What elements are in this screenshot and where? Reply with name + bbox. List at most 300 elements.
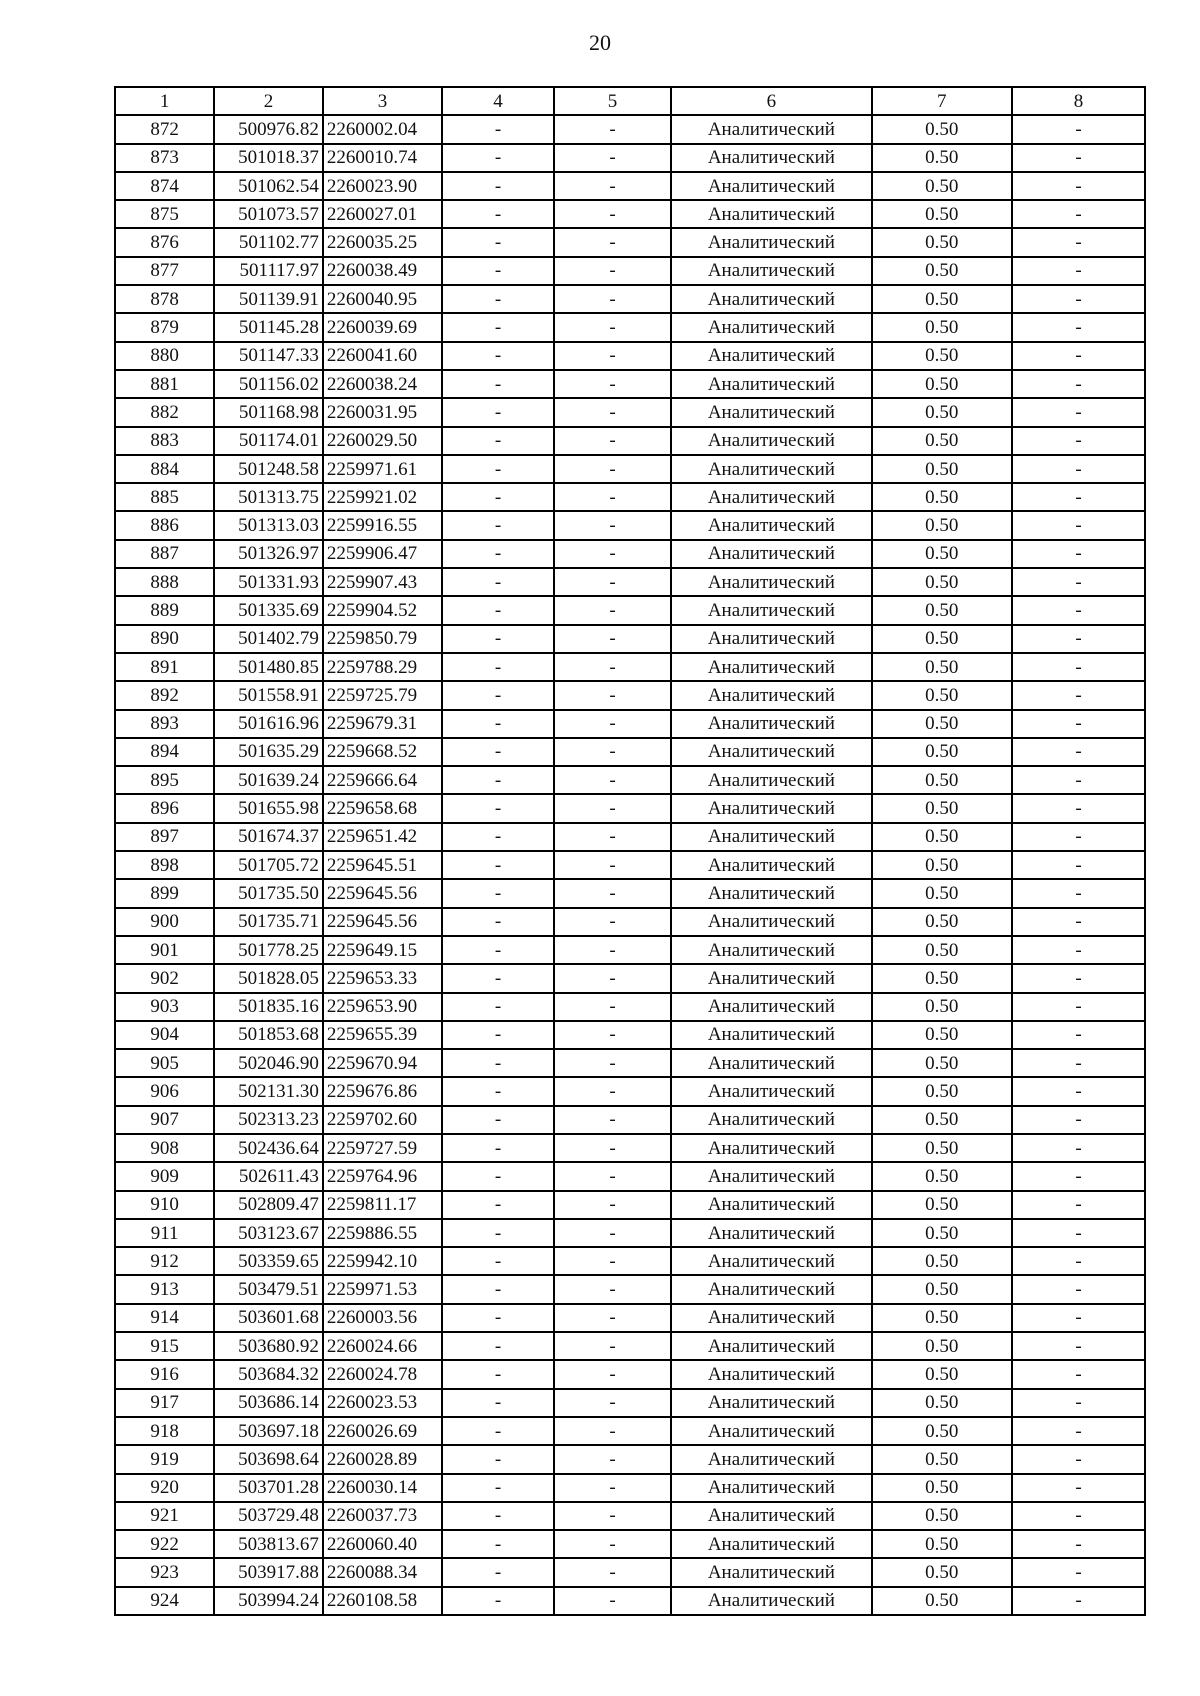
col4-cell: - [442, 908, 554, 936]
col5-cell: - [554, 313, 671, 341]
y-coordinate-cell: 2259655.39 [323, 1021, 442, 1049]
col8-cell: - [1012, 794, 1145, 822]
col8-cell: - [1012, 1162, 1145, 1190]
col8-cell: - [1012, 1049, 1145, 1077]
accuracy-cell: 0.50 [872, 1049, 1012, 1077]
method-cell: Аналитический [671, 908, 872, 936]
table-row [115, 1134, 1145, 1162]
table-row [115, 1445, 1145, 1473]
col5-cell: - [554, 427, 671, 455]
col4-cell: - [442, 1219, 554, 1247]
table-row [115, 794, 1145, 822]
x-coordinate-cell: 501313.03 [214, 511, 323, 539]
table-row [115, 511, 1145, 539]
col8-cell: - [1012, 681, 1145, 709]
point-number-cell: 898 [115, 851, 214, 879]
x-coordinate-cell: 503479.51 [214, 1275, 323, 1303]
table-row [115, 1530, 1145, 1558]
col8-cell: - [1012, 1077, 1145, 1105]
table-row [115, 936, 1145, 964]
x-coordinate-cell: 501145.28 [214, 313, 323, 341]
x-coordinate-cell: 503729.48 [214, 1502, 323, 1530]
column-header: 8 [1012, 87, 1145, 115]
col5-cell: - [554, 993, 671, 1021]
col4-cell: - [442, 766, 554, 794]
point-number-cell: 893 [115, 710, 214, 738]
table-row [115, 370, 1145, 398]
accuracy-cell: 0.50 [872, 908, 1012, 936]
y-coordinate-cell: 2259645.56 [323, 908, 442, 936]
col5-cell: - [554, 455, 671, 483]
table-row [115, 1021, 1145, 1049]
col5-cell: - [554, 1247, 671, 1275]
method-cell: Аналитический [671, 1417, 872, 1445]
col8-cell: - [1012, 1530, 1145, 1558]
col8-cell: - [1012, 1191, 1145, 1219]
col8-cell: - [1012, 851, 1145, 879]
y-coordinate-cell: 2259651.42 [323, 823, 442, 851]
accuracy-cell: 0.50 [872, 1275, 1012, 1303]
accuracy-cell: 0.50 [872, 342, 1012, 370]
col4-cell: - [442, 1304, 554, 1332]
method-cell: Аналитический [671, 964, 872, 992]
table-row [115, 144, 1145, 172]
accuracy-cell: 0.50 [872, 1445, 1012, 1473]
x-coordinate-cell: 501168.98 [214, 398, 323, 426]
point-number-cell: 924 [115, 1587, 214, 1615]
y-coordinate-cell: 2260108.58 [323, 1587, 442, 1615]
x-coordinate-cell: 501835.16 [214, 993, 323, 1021]
accuracy-cell: 0.50 [872, 1304, 1012, 1332]
method-cell: Аналитический [671, 1474, 872, 1502]
y-coordinate-cell: 2260035.25 [323, 228, 442, 256]
col8-cell: - [1012, 710, 1145, 738]
method-cell: Аналитический [671, 1502, 872, 1530]
point-number-cell: 890 [115, 625, 214, 653]
x-coordinate-cell: 501828.05 [214, 964, 323, 992]
col5-cell: - [554, 1049, 671, 1077]
table-row [115, 823, 1145, 851]
table-row [115, 1275, 1145, 1303]
table-row [115, 766, 1145, 794]
col8-cell: - [1012, 427, 1145, 455]
table-row [115, 1587, 1145, 1615]
method-cell: Аналитический [671, 1445, 872, 1473]
col8-cell: - [1012, 285, 1145, 313]
method-cell: Аналитический [671, 144, 872, 172]
column-header: 2 [214, 87, 323, 115]
x-coordinate-cell: 501335.69 [214, 596, 323, 624]
table-body [115, 115, 1145, 1615]
col4-cell: - [442, 936, 554, 964]
col8-cell: - [1012, 200, 1145, 228]
col5-cell: - [554, 794, 671, 822]
point-number-cell: 911 [115, 1219, 214, 1247]
point-number-cell: 889 [115, 596, 214, 624]
col8-cell: - [1012, 455, 1145, 483]
point-number-cell: 923 [115, 1558, 214, 1586]
y-coordinate-cell: 2260010.74 [323, 144, 442, 172]
point-number-cell: 897 [115, 823, 214, 851]
col5-cell: - [554, 1077, 671, 1105]
point-number-cell: 885 [115, 483, 214, 511]
x-coordinate-cell: 501102.77 [214, 228, 323, 256]
col4-cell: - [442, 1389, 554, 1417]
x-coordinate-cell: 502313.23 [214, 1106, 323, 1134]
point-number-cell: 882 [115, 398, 214, 426]
point-number-cell: 907 [115, 1106, 214, 1134]
accuracy-cell: 0.50 [872, 257, 1012, 285]
col4-cell: - [442, 1474, 554, 1502]
col5-cell: - [554, 1191, 671, 1219]
method-cell: Аналитический [671, 681, 872, 709]
x-coordinate-cell: 501073.57 [214, 200, 323, 228]
table-row [115, 681, 1145, 709]
point-number-cell: 872 [115, 115, 214, 143]
accuracy-cell: 0.50 [872, 851, 1012, 879]
method-cell: Аналитический [671, 540, 872, 568]
col5-cell: - [554, 1106, 671, 1134]
x-coordinate-cell: 503680.92 [214, 1332, 323, 1360]
col5-cell: - [554, 1530, 671, 1558]
x-coordinate-cell: 501655.98 [214, 794, 323, 822]
x-coordinate-cell: 501402.79 [214, 625, 323, 653]
accuracy-cell: 0.50 [872, 964, 1012, 992]
x-coordinate-cell: 501062.54 [214, 172, 323, 200]
accuracy-cell: 0.50 [872, 172, 1012, 200]
accuracy-cell: 0.50 [872, 710, 1012, 738]
accuracy-cell: 0.50 [872, 200, 1012, 228]
y-coordinate-cell: 2260027.01 [323, 200, 442, 228]
table-row [115, 1049, 1145, 1077]
y-coordinate-cell: 2259727.59 [323, 1134, 442, 1162]
col8-cell: - [1012, 1219, 1145, 1247]
col5-cell: - [554, 681, 671, 709]
y-coordinate-cell: 2259725.79 [323, 681, 442, 709]
col8-cell: - [1012, 115, 1145, 143]
column-header: 4 [442, 87, 554, 115]
y-coordinate-cell: 2259971.61 [323, 455, 442, 483]
y-coordinate-cell: 2260002.04 [323, 115, 442, 143]
accuracy-cell: 0.50 [872, 285, 1012, 313]
point-number-cell: 900 [115, 908, 214, 936]
col4-cell: - [442, 625, 554, 653]
method-cell: Аналитический [671, 766, 872, 794]
col5-cell: - [554, 1445, 671, 1473]
col4-cell: - [442, 1247, 554, 1275]
col8-cell: - [1012, 823, 1145, 851]
x-coordinate-cell: 501705.72 [214, 851, 323, 879]
x-coordinate-cell: 502809.47 [214, 1191, 323, 1219]
x-coordinate-cell: 502436.64 [214, 1134, 323, 1162]
accuracy-cell: 0.50 [872, 1162, 1012, 1190]
col8-cell: - [1012, 172, 1145, 200]
x-coordinate-cell: 503813.67 [214, 1530, 323, 1558]
y-coordinate-cell: 2259702.60 [323, 1106, 442, 1134]
col8-cell: - [1012, 1445, 1145, 1473]
method-cell: Аналитический [671, 1162, 872, 1190]
accuracy-cell: 0.50 [872, 823, 1012, 851]
method-cell: Аналитический [671, 511, 872, 539]
col5-cell: - [554, 257, 671, 285]
col5-cell: - [554, 908, 671, 936]
y-coordinate-cell: 2260030.14 [323, 1474, 442, 1502]
col8-cell: - [1012, 1502, 1145, 1530]
method-cell: Аналитический [671, 1219, 872, 1247]
method-cell: Аналитический [671, 1360, 872, 1388]
method-cell: Аналитический [671, 285, 872, 313]
col5-cell: - [554, 115, 671, 143]
method-cell: Аналитический [671, 879, 872, 907]
method-cell: Аналитический [671, 115, 872, 143]
x-coordinate-cell: 501778.25 [214, 936, 323, 964]
method-cell: Аналитический [671, 936, 872, 964]
accuracy-cell: 0.50 [872, 1134, 1012, 1162]
point-number-cell: 888 [115, 568, 214, 596]
table-row [115, 1474, 1145, 1502]
table-row [115, 1389, 1145, 1417]
column-header: 1 [115, 87, 214, 115]
col8-cell: - [1012, 1558, 1145, 1586]
table-row [115, 115, 1145, 143]
y-coordinate-cell: 2260038.49 [323, 257, 442, 285]
method-cell: Аналитический [671, 257, 872, 285]
table-row [115, 1558, 1145, 1586]
table-row [115, 738, 1145, 766]
col4-cell: - [442, 1162, 554, 1190]
accuracy-cell: 0.50 [872, 511, 1012, 539]
col8-cell: - [1012, 993, 1145, 1021]
col4-cell: - [442, 115, 554, 143]
col8-cell: - [1012, 964, 1145, 992]
col8-cell: - [1012, 1106, 1145, 1134]
method-cell: Аналитический [671, 398, 872, 426]
y-coordinate-cell: 2260024.78 [323, 1360, 442, 1388]
method-cell: Аналитический [671, 1530, 872, 1558]
y-coordinate-cell: 2260003.56 [323, 1304, 442, 1332]
col4-cell: - [442, 710, 554, 738]
table-row [115, 342, 1145, 370]
accuracy-cell: 0.50 [872, 1191, 1012, 1219]
accuracy-cell: 0.50 [872, 1558, 1012, 1586]
col4-cell: - [442, 540, 554, 568]
accuracy-cell: 0.50 [872, 427, 1012, 455]
x-coordinate-cell: 503601.68 [214, 1304, 323, 1332]
point-number-cell: 905 [115, 1049, 214, 1077]
y-coordinate-cell: 2259670.94 [323, 1049, 442, 1077]
col5-cell: - [554, 540, 671, 568]
col5-cell: - [554, 144, 671, 172]
table-row [115, 1191, 1145, 1219]
col8-cell: - [1012, 879, 1145, 907]
accuracy-cell: 0.50 [872, 653, 1012, 681]
method-cell: Аналитический [671, 1106, 872, 1134]
point-number-cell: 884 [115, 455, 214, 483]
point-number-cell: 913 [115, 1275, 214, 1303]
col8-cell: - [1012, 596, 1145, 624]
point-number-cell: 880 [115, 342, 214, 370]
accuracy-cell: 0.50 [872, 1077, 1012, 1105]
x-coordinate-cell: 503994.24 [214, 1587, 323, 1615]
y-coordinate-cell: 2259906.47 [323, 540, 442, 568]
method-cell: Аналитический [671, 1191, 872, 1219]
header-row [115, 87, 1145, 115]
point-number-cell: 912 [115, 1247, 214, 1275]
table-row [115, 1219, 1145, 1247]
accuracy-cell: 0.50 [872, 1247, 1012, 1275]
point-number-cell: 909 [115, 1162, 214, 1190]
col5-cell: - [554, 710, 671, 738]
y-coordinate-cell: 2259658.68 [323, 794, 442, 822]
table-row [115, 710, 1145, 738]
point-number-cell: 891 [115, 653, 214, 681]
x-coordinate-cell: 501331.93 [214, 568, 323, 596]
col5-cell: - [554, 483, 671, 511]
method-cell: Аналитический [671, 823, 872, 851]
col5-cell: - [554, 879, 671, 907]
col4-cell: - [442, 1021, 554, 1049]
point-number-cell: 921 [115, 1502, 214, 1530]
col4-cell: - [442, 1077, 554, 1105]
col5-cell: - [554, 1502, 671, 1530]
col8-cell: - [1012, 1247, 1145, 1275]
col4-cell: - [442, 144, 554, 172]
table-row [115, 427, 1145, 455]
col5-cell: - [554, 1021, 671, 1049]
y-coordinate-cell: 2259764.96 [323, 1162, 442, 1190]
y-coordinate-cell: 2260026.69 [323, 1417, 442, 1445]
accuracy-cell: 0.50 [872, 1106, 1012, 1134]
y-coordinate-cell: 2260023.90 [323, 172, 442, 200]
accuracy-cell: 0.50 [872, 625, 1012, 653]
column-header: 3 [323, 87, 442, 115]
accuracy-cell: 0.50 [872, 455, 1012, 483]
method-cell: Аналитический [671, 427, 872, 455]
table-row [115, 398, 1145, 426]
accuracy-cell: 0.50 [872, 879, 1012, 907]
point-number-cell: 892 [115, 681, 214, 709]
method-cell: Аналитический [671, 1275, 872, 1303]
col5-cell: - [554, 1417, 671, 1445]
point-number-cell: 899 [115, 879, 214, 907]
col5-cell: - [554, 625, 671, 653]
col8-cell: - [1012, 228, 1145, 256]
col4-cell: - [442, 1049, 554, 1077]
y-coordinate-cell: 2260031.95 [323, 398, 442, 426]
table-row [115, 483, 1145, 511]
col4-cell: - [442, 285, 554, 313]
table-row [115, 1332, 1145, 1360]
col5-cell: - [554, 766, 671, 794]
method-cell: Аналитический [671, 455, 872, 483]
point-number-cell: 895 [115, 766, 214, 794]
x-coordinate-cell: 501326.97 [214, 540, 323, 568]
col8-cell: - [1012, 257, 1145, 285]
x-coordinate-cell: 501313.75 [214, 483, 323, 511]
table-row [115, 1417, 1145, 1445]
y-coordinate-cell: 2259668.52 [323, 738, 442, 766]
accuracy-cell: 0.50 [872, 794, 1012, 822]
point-number-cell: 906 [115, 1077, 214, 1105]
col5-cell: - [554, 398, 671, 426]
y-coordinate-cell: 2260037.73 [323, 1502, 442, 1530]
y-coordinate-cell: 2259921.02 [323, 483, 442, 511]
accuracy-cell: 0.50 [872, 1474, 1012, 1502]
col4-cell: - [442, 851, 554, 879]
method-cell: Аналитический [671, 1389, 872, 1417]
col4-cell: - [442, 738, 554, 766]
accuracy-cell: 0.50 [872, 1360, 1012, 1388]
table-row [115, 540, 1145, 568]
col4-cell: - [442, 370, 554, 398]
method-cell: Аналитический [671, 851, 872, 879]
y-coordinate-cell: 2259645.51 [323, 851, 442, 879]
col5-cell: - [554, 596, 671, 624]
accuracy-cell: 0.50 [872, 1530, 1012, 1558]
col8-cell: - [1012, 370, 1145, 398]
col4-cell: - [442, 1360, 554, 1388]
y-coordinate-cell: 2260029.50 [323, 427, 442, 455]
table-row [115, 200, 1145, 228]
method-cell: Аналитический [671, 1587, 872, 1615]
point-number-cell: 877 [115, 257, 214, 285]
method-cell: Аналитический [671, 1247, 872, 1275]
point-number-cell: 878 [115, 285, 214, 313]
col4-cell: - [442, 1332, 554, 1360]
col8-cell: - [1012, 625, 1145, 653]
method-cell: Аналитический [671, 1049, 872, 1077]
col8-cell: - [1012, 1134, 1145, 1162]
col8-cell: - [1012, 738, 1145, 766]
method-cell: Аналитический [671, 1558, 872, 1586]
y-coordinate-cell: 2260038.24 [323, 370, 442, 398]
col4-cell: - [442, 200, 554, 228]
col5-cell: - [554, 823, 671, 851]
point-number-cell: 881 [115, 370, 214, 398]
point-number-cell: 896 [115, 794, 214, 822]
table-row [115, 879, 1145, 907]
y-coordinate-cell: 2259645.56 [323, 879, 442, 907]
x-coordinate-cell: 503701.28 [214, 1474, 323, 1502]
y-coordinate-cell: 2260040.95 [323, 285, 442, 313]
col5-cell: - [554, 342, 671, 370]
col4-cell: - [442, 964, 554, 992]
x-coordinate-cell: 501139.91 [214, 285, 323, 313]
method-cell: Аналитический [671, 653, 872, 681]
col8-cell: - [1012, 483, 1145, 511]
col5-cell: - [554, 738, 671, 766]
method-cell: Аналитический [671, 794, 872, 822]
col8-cell: - [1012, 398, 1145, 426]
x-coordinate-cell: 503359.65 [214, 1247, 323, 1275]
table-row [115, 1502, 1145, 1530]
point-number-cell: 886 [115, 511, 214, 539]
col4-cell: - [442, 172, 554, 200]
col8-cell: - [1012, 908, 1145, 936]
col4-cell: - [442, 1445, 554, 1473]
point-number-cell: 879 [115, 313, 214, 341]
accuracy-cell: 0.50 [872, 1332, 1012, 1360]
col4-cell: - [442, 455, 554, 483]
y-coordinate-cell: 2260041.60 [323, 342, 442, 370]
y-coordinate-cell: 2259788.29 [323, 653, 442, 681]
col5-cell: - [554, 511, 671, 539]
coordinates-table [114, 86, 1146, 1616]
accuracy-cell: 0.50 [872, 1587, 1012, 1615]
point-number-cell: 875 [115, 200, 214, 228]
col4-cell: - [442, 1417, 554, 1445]
accuracy-cell: 0.50 [872, 228, 1012, 256]
